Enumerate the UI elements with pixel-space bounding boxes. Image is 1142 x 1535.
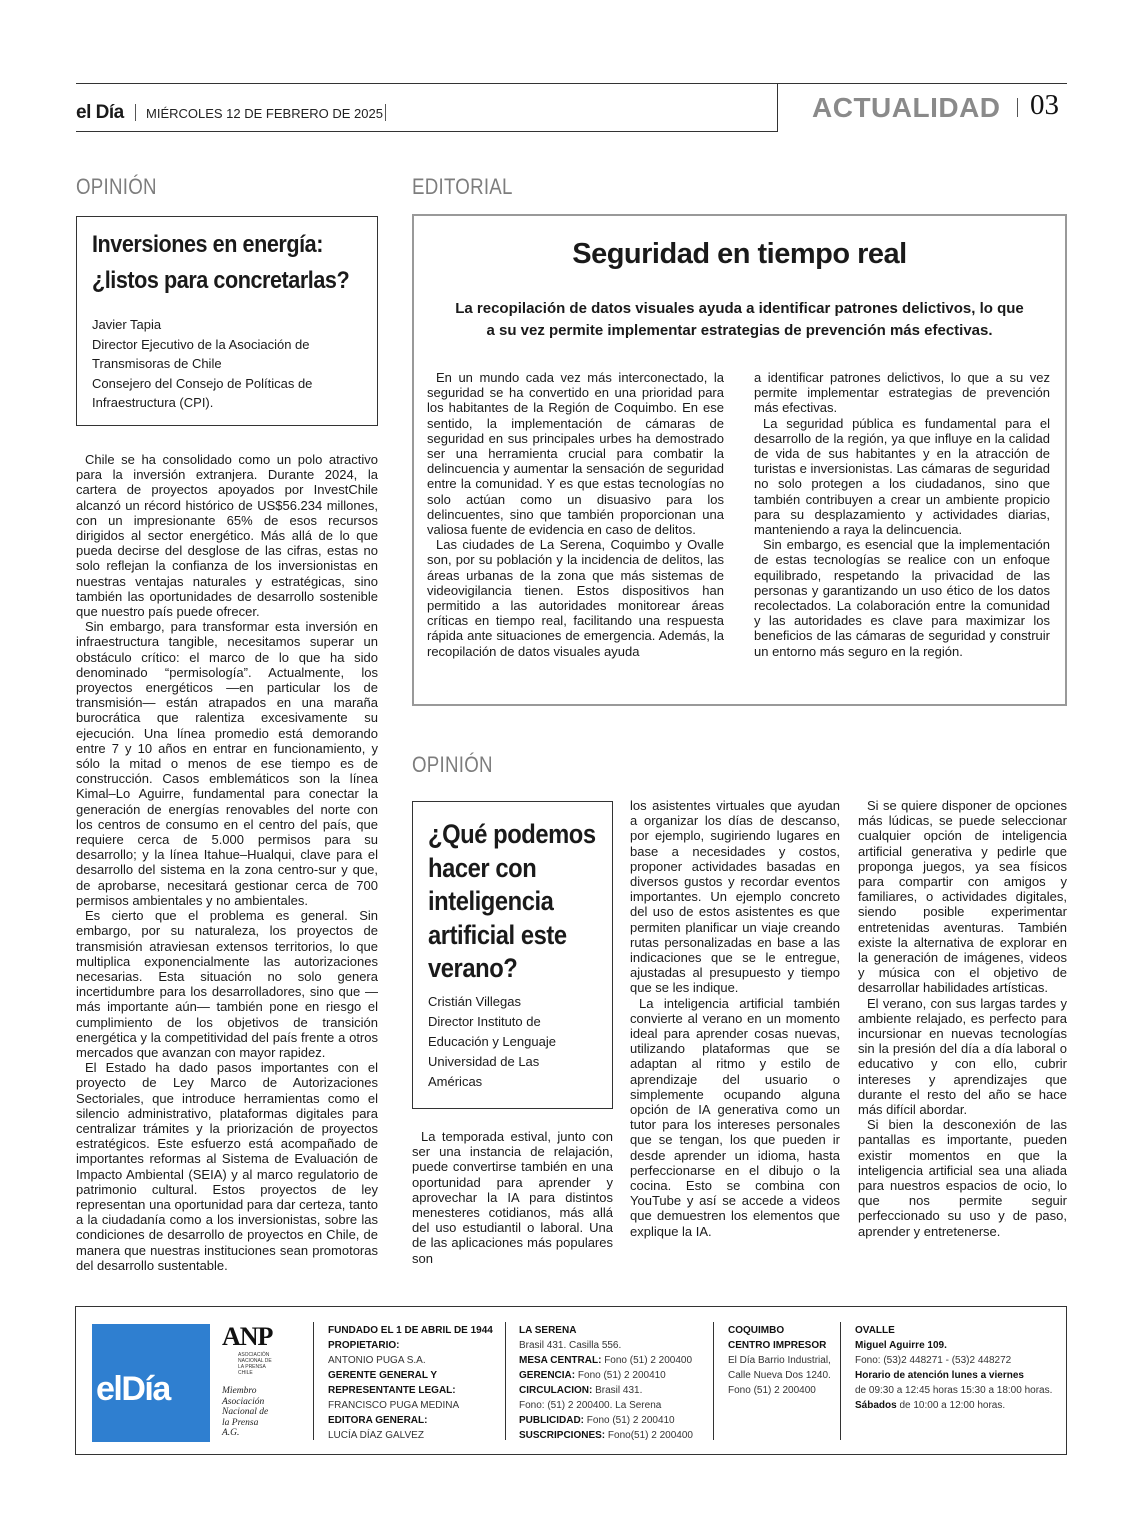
ai-article-paragraph: El verano, con sus largas tardes y ambiente relajado, es perfecto para incursionar en nuevas tecnologías sin la presión del día a día laboral o educativo y con ello, cubrir intereses y aprendizajes que durante el resto del año se hace más difícil abordar.: [858, 995, 1067, 1118]
footer-ovalle-phones: Fono: (53)2 448271 - (53)2 448272: [855, 1355, 1012, 1366]
ai-article-role-3: Universidad de Las: [428, 1054, 540, 1069]
anp-logo: [222, 1322, 292, 1376]
left-article-title-line2: ¿listos para concretarlas?: [92, 267, 350, 294]
ai-article-title-line1: ¿Qué podemos: [428, 819, 596, 849]
editorial-column-2: [754, 370, 1050, 659]
footer-coquimbo-city: COQUIMBO: [728, 1325, 785, 1336]
ai-article-byline: [428, 992, 556, 1092]
footer-coquimbo-printer: CENTRO IMPRESOR: [728, 1340, 827, 1351]
ai-article-role-1: Director Instituto de: [428, 1014, 541, 1029]
footer-column-founding: [328, 1323, 493, 1443]
footer-suscripciones-phone: Fono(51) 2 200400: [607, 1430, 693, 1441]
editorial-column-1: [427, 370, 724, 659]
ai-article-paragraph: La inteligencia artificial también convierte al verano en un momento ideal para aprender cosas nuevas, utilizando plataformas que se adaptan al ritmo y estilo de aprendizaje del usuario o simplemente ocupando alguna opción de IA generativa como un tutor para los intereses personales que se tengan, los que pueden ir desde aprender un idioma, hasta perfeccionarse en el dibujo o la cocina. Esto se combina con YouTube y así se accede a videos que demuestren los elementos que explique la IA.: [630, 995, 840, 1239]
member-caption-line: Miembro: [222, 1386, 257, 1396]
footer-suscripciones-label: SUSCRIPCIONES:: [519, 1430, 606, 1441]
footer-gerencia-phone: Fono (51) 2 200410: [577, 1370, 666, 1381]
footer-la-serena-phone: Fono: (51) 2 200400. La Serena: [519, 1400, 662, 1411]
footer-ovalle-hours: de 09:30 a 12:45 horas 15:30 a 18:00 horas.: [855, 1385, 1053, 1396]
header-separator-2: [385, 104, 386, 121]
member-caption-line: Nacional de: [222, 1407, 269, 1417]
left-article-body: [76, 452, 378, 1273]
ai-article-author: Cristián Villegas: [428, 994, 521, 1009]
footer-la-serena-address: Brasil 431. Casilla 556.: [519, 1340, 622, 1351]
footer-la-serena-city: LA SERENA: [519, 1325, 577, 1336]
footer-circulacion: [519, 1383, 693, 1398]
member-caption-line: la Prensa: [222, 1417, 259, 1428]
footer-mesa-central: [519, 1353, 693, 1368]
footer-column-coquimbo: [728, 1323, 831, 1398]
left-article-role-1: Director Ejecutivo de la Asociación de: [92, 336, 310, 352]
footer-gerencia: [519, 1368, 693, 1383]
editorial-title: Seguridad en tiempo real: [572, 238, 907, 270]
member-caption-line: Asociación: [222, 1396, 265, 1407]
editorial-paragraph: Las ciudades de La Serena, Coquimbo y Ovalle son, por su población y la incidencia de delitos, las áreas urbanas de la zona que más sistemas de videovigilancia tienen. Estos dispositivos han permitido a las autoridades monitorear áreas críticas en tiempo real, facilitando una respuesta rápida ante situaciones de emergencia. Además, la recopilación de datos visuales ayuda: [427, 537, 724, 659]
footer-coquimbo-line3: Fono (51) 2 200400: [728, 1385, 816, 1396]
footer-divider-2: [505, 1322, 506, 1440]
footer-circulacion-label: CIRCULACION:: [519, 1385, 593, 1396]
footer-mesa-label: MESA CENTRAL:: [519, 1355, 602, 1366]
anp-logo-text: ANP: [222, 1322, 273, 1351]
left-article-paragraph: El Estado ha dado pasos importantes con el proyecto de Ley Marco de Autorizaciones Sectoriales, que introduce herramientas como el silencio administrativo, plataformas digitales para centralizar trámites y la priorización de proyectos estratégicos. Este esfuerzo está acompañado de importantes reformas al Sistema de Evaluación de Impacto Ambiental (SEIA) y al marco regulatorio de patrimonio cultural. Estos proyectos de ley representan una oportunidad para dar certeza, tanto a la ciudadanía como a los inversionistas, sobre las condiciones de desarrollo de proyectos en Chile, de manera que nuestras instituciones sean promotoras del desarrollo sustentable.: [76, 1060, 378, 1273]
left-article-byline: [92, 315, 312, 413]
page-number: 03: [1030, 89, 1059, 121]
footer-founded: FUNDADO EL 1 DE ABRIL DE 1944: [328, 1325, 493, 1336]
kicker-editorial: EDITORIAL: [412, 174, 513, 199]
left-article-paragraph: Chile se ha consolidado como un polo atractivo para la inversión extranjera. Durante 2024, la cartera de proyectos apoyados por InvestChile alcanzó un récord histórico de US$56.234 millones, con un impresionante 65% de esos recursos dirigidos al sector energético. Más allá de lo que pueda decirse del desglose de las cifras, estas no solo reflejan la confianza de los inversionistas en nuestras ventajas naturales y estratégicas, sino también las oportunidades de desarrollo sostenible que nuestro país puede ofrecer.: [76, 452, 378, 620]
footer-ovalle-hours-label: Horario de atención lunes a viernes: [855, 1370, 1024, 1381]
footer-saturday-hours: de 10:00 a 12:00 horas.: [899, 1400, 1006, 1411]
kicker-opinion-right: OPINIÓN: [412, 752, 493, 777]
header-date: MIÉRCOLES 12 DE FEBRERO DE 2025: [146, 106, 383, 121]
footer-column-la-serena: [519, 1323, 693, 1443]
footer-publicidad-label: PUBLICIDAD:: [519, 1415, 584, 1426]
ai-article-paragraph: Si se quiere disponer de opciones más lúdicas, se puede seleccionar cualquier opción de inteligencia artificial generativa y pedirle que proponga juegos, ya sea físicos para compartir con amigos y familiares, o actividades digitales, siendo posible experimentar entretenidas aventuras. También existe la alternativa de explorar en la generación de imágenes, videos y música con el objetivo de desarrollar habilidades artísticas.: [858, 798, 1067, 996]
footer-publicidad-phone: Fono (51) 2 200410: [586, 1415, 675, 1426]
footer-owner: ANTONIO PUGA S.A.: [328, 1355, 426, 1366]
ai-article-title: [428, 818, 596, 986]
footer-logo[interactable]: [92, 1324, 210, 1442]
editorial-lead: [414, 298, 1065, 342]
ai-article-title-line2: hacer con: [428, 852, 537, 883]
footer-gerencia-label: GERENCIA:: [519, 1370, 576, 1381]
footer-suscripciones: [519, 1428, 693, 1443]
footer-circulacion-address: Brasil 431.: [595, 1385, 643, 1396]
footer-manager-label-1: GERENTE GENERAL Y: [328, 1370, 438, 1381]
left-article-author: Javier Tapia: [92, 317, 162, 332]
anp-logo-subtitle: ASOCIACIÓN NACIONAL DE LA PRENSA CHILE: [238, 1352, 272, 1376]
header-top-rule: [76, 83, 1067, 84]
footer-ovalle-address: Miguel Aguirre 109.: [855, 1340, 947, 1351]
footer-manager: FRANCISCO PUGA MEDINA: [328, 1400, 460, 1411]
left-article-role-2: Transmisoras de Chile: [92, 356, 222, 371]
header-separator: [135, 104, 136, 121]
kicker-opinion-left: OPINIÓN: [76, 174, 157, 199]
footer-owner-label: PROPIETARIO:: [328, 1340, 400, 1351]
footer-editor: LUCÍA DÍAZ GALVEZ: [328, 1430, 424, 1441]
ai-article-column-3: [858, 798, 1067, 1239]
editorial-paragraph: a identificar patrones delictivos, lo que a su vez permite implementar estrategias de prevención más efectivas.: [754, 370, 1050, 416]
footer-editor-label: EDITORA GENERAL:: [328, 1415, 428, 1426]
ai-article-column-1: [412, 1129, 613, 1266]
ai-article-title-line3: inteligencia: [428, 886, 554, 916]
footer-column-ovalle: [855, 1323, 1052, 1413]
footer-divider-3: [713, 1322, 714, 1440]
footer-coquimbo-line2: Calle Nueva Dos 1240.: [728, 1370, 831, 1381]
editorial-box: [412, 214, 1067, 706]
editorial-paragraph: La seguridad pública es fundamental para el desarrollo de la región, ya que influye en la calidad de vida de sus habitantes y en la atracción de turistas e inversionistas. Las cámaras de seguridad no solo protegen a los ciudadanos, sino que también contribuyen a crear un ambiente propicio para su desplazamiento y actividades diarias, manteniendo a raya la delincuencia.: [754, 415, 1050, 538]
ai-article-role-2: Educación y Lenguaje: [428, 1034, 556, 1049]
section-name: ACTUALIDAD: [812, 92, 1001, 123]
header-section-divider: [777, 84, 778, 132]
left-article-title-line1: Inversiones en energía:: [92, 231, 323, 258]
left-article-paragraph: Sin embargo, para transformar esta inversión en infraestructura tangible, necesitamos superar un obstáculo crítico: el marco de lo que ha sido denominado “permisología”. Actualmente, los proyectos energéticos —en particular los de transmisión— están atrapados en una maraña burocrática que ralentiza excesivamente su ejecución. Una línea promedio está demorando entre 7 y 10 años en entrar en funcionamiento, y sólo la mitad o menos de ese tiempo es de construcción. Casos emblemáticos son la línea Kimal–Lo Aguirre, fundamental para conectar la generación de energías renovables del norte con los centros de consumo en el centro del país, que requiere cerca de 5.000 permisos para su desarrollo; y la línea Itahue–Hualqui, clave para el desarrollo del sistema en la zona centro-sur y que, de aprobarse, necesitará gestionar cerca de 700 permisos ambientales y no ambientales.: [76, 619, 378, 908]
editorial-paragraph: En un mundo cada vez más interconectado, la seguridad se ha convertido en una prioridad para los habitantes de la Región de Coquimbo. En ese sentido, la implementación de cámaras de seguridad en sus principales urbes ha demostrado ser una herramienta crucial para combatir la delincuencia y aumentar la sensación de seguridad entre la comunidad. Y es que estas tecnologías no solo actúan como un disuasivo para los delincuentes, sino que también proporcionan una valiosa fuente de evidencia en caso de delitos.: [427, 370, 724, 538]
ai-article-title-line5: verano?: [428, 953, 518, 983]
footer-publicidad: [519, 1413, 693, 1428]
page-number-separator: [1017, 98, 1018, 117]
footer-saturday-label: Sábados: [855, 1400, 897, 1411]
left-article-role-3: Consejero del Consejo de Políticas de: [92, 375, 313, 391]
footer-mesa-phone: Fono (51) 2 200400: [604, 1355, 693, 1366]
ai-article-headline-box: [412, 801, 613, 1109]
footer-divider-1: [313, 1322, 314, 1440]
footer-logo-text: elDía: [96, 1370, 170, 1408]
footer-divider-4: [840, 1322, 841, 1440]
editorial-lead-line1: La recopilación de datos visuales ayuda a identificar patrones delictivos, lo que: [455, 300, 1024, 317]
header-bottom-rule: [76, 131, 777, 132]
left-article-headline-box: [76, 216, 378, 426]
editorial-paragraph: Sin embargo, es esencial que la implementación de estas tecnologías se realice con un enfoque equilibrado, respetando la privacidad de las personas y garantizando un uso ético de los datos recolectados. La colaboración entre la comunidad y las autoridades es clave para maximizar los beneficios de las cámaras de seguridad y construir un entorno más seguro en la región.: [754, 537, 1050, 659]
footer-coquimbo-line1: El Día Barrio Industrial,: [728, 1355, 831, 1366]
left-article-role-4: Infraestructura (CPI).: [92, 395, 214, 410]
ai-article-role-4: Américas: [428, 1074, 483, 1089]
ai-article-paragraph: los asistentes virtuales que ayudan a organizar los días de descanso, por ejemplo, sugiriendo lugares en base a necesidades y costos, proponer actividades basadas en diversos gustos y recordar eventos importantes. Un ejemplo concreto del uso de estos asistentes es que permiten planificar un viaje creando rutas personalizadas en base a las indicaciones que se le entregue, ajustadas al presupuesto y tiempo que se les indique.: [630, 798, 840, 996]
ai-article-paragraph: Si bien la desconexión de las pantallas es importante, pueden existir momentos en que la inteligencia artificial sea una aliada para nuestros espacios de ocio, lo que nos permite seguir perfeccionado su uso y de paso, aprender y entretenerse.: [858, 1117, 1067, 1239]
footer-ovalle-saturday: [855, 1398, 1052, 1413]
footer-manager-label-2: REPRESENTANTE LEGAL:: [328, 1385, 456, 1396]
member-caption-line: A.G.: [222, 1428, 240, 1438]
editorial-lead-line2: a su vez permite implementar estrategias de prevención más efectivas.: [486, 322, 993, 339]
masthead-logo[interactable]: el Día: [76, 102, 124, 123]
left-article-paragraph: Es cierto que el problema es general. Sin embargo, por su naturaleza, los proyectos de transmisión atraviesan extensos territorios, lo que multiplica exponencialmente las autorizaciones necesarias. Esta situación no solo genera incertidumbre para los desarrolladores, sino que —más importante aún— también pone en riesgo el cumplimiento de los objetivos de transición energética y la competitividad del país frente a otros mercados que avanzan con mayor rapidez.: [76, 908, 378, 1060]
member-caption: [222, 1386, 268, 1439]
footer-ovalle-city: OVALLE: [855, 1325, 895, 1336]
ai-article-paragraph: La temporada estival, junto con ser una instancia de relajación, puede convertirse también en una oportunidad para aprender y aprovechar la IA para distintos menesteres cotidianos, más allá del uso estudiantil o laboral. Una de las aplicaciones más populares son: [412, 1129, 613, 1266]
ai-article-title-line4: artificial este: [428, 919, 567, 950]
ai-article-column-2: [630, 798, 840, 1239]
